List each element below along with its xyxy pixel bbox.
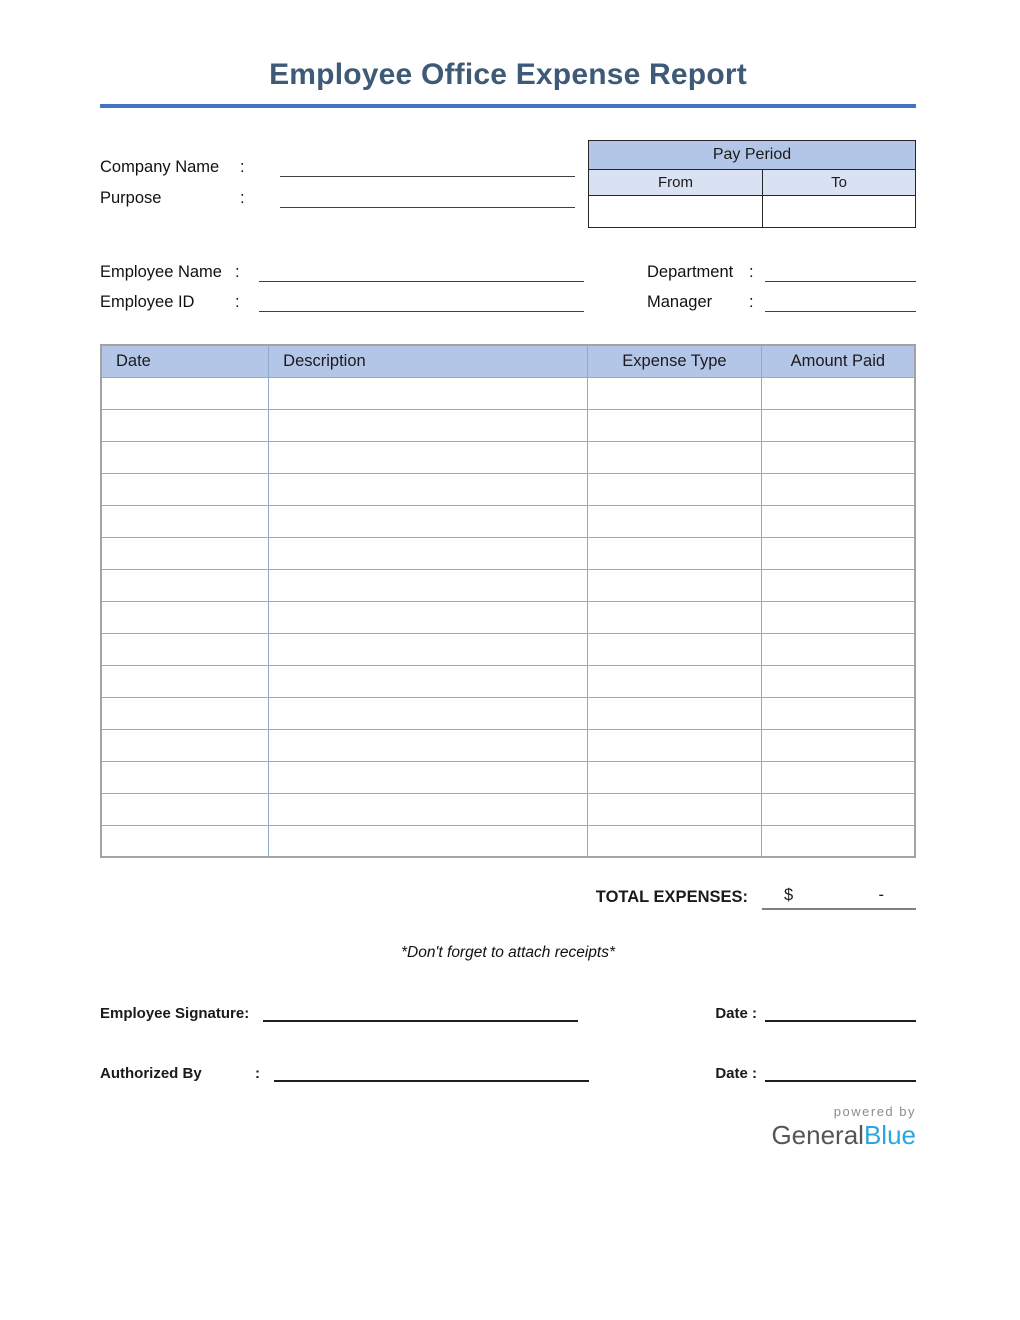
employee-info-right xyxy=(647,252,916,312)
manager-field[interactable] xyxy=(765,288,916,312)
table-cell[interactable] xyxy=(101,633,269,665)
authorized-by-label: Authorized By xyxy=(100,1065,202,1082)
table-row xyxy=(101,409,915,441)
authorized-by-group xyxy=(100,1062,589,1082)
table-cell[interactable] xyxy=(761,729,915,761)
purpose-label: Purpose xyxy=(100,189,162,207)
table-cell[interactable] xyxy=(269,377,588,409)
purpose-row xyxy=(100,177,575,208)
table-row xyxy=(101,441,915,473)
signature-date-group-2 xyxy=(715,1062,916,1082)
table-cell[interactable] xyxy=(269,761,588,793)
table-row xyxy=(101,569,915,601)
table-cell[interactable] xyxy=(101,665,269,697)
table-cell[interactable] xyxy=(588,377,761,409)
table-row xyxy=(101,729,915,761)
date-label-1: Date : xyxy=(715,1005,757,1022)
table-cell[interactable] xyxy=(269,409,588,441)
brand-accent-text: Blue xyxy=(863,1120,916,1150)
table-cell[interactable] xyxy=(269,441,588,473)
table-cell[interactable] xyxy=(269,665,588,697)
table-cell[interactable] xyxy=(588,665,761,697)
table-cell[interactable] xyxy=(101,441,269,473)
pay-period-from-label: From xyxy=(589,170,763,195)
page-title: Employee Office Expense Report xyxy=(269,58,747,91)
table-row xyxy=(101,505,915,537)
company-name-row xyxy=(100,146,575,177)
table-row xyxy=(101,665,915,697)
brand-primary-text: General xyxy=(771,1120,864,1150)
table-cell[interactable] xyxy=(269,505,588,537)
employee-signature-row xyxy=(100,1002,916,1022)
table-cell[interactable] xyxy=(588,825,761,857)
table-cell[interactable] xyxy=(588,441,761,473)
employee-name-colon: : xyxy=(235,263,240,281)
column-header-expense-type: Expense Type xyxy=(588,345,761,377)
total-row xyxy=(100,886,916,910)
expense-table-body xyxy=(101,377,915,857)
company-name-colon: : xyxy=(240,158,245,176)
table-cell[interactable] xyxy=(101,825,269,857)
department-row xyxy=(647,252,916,282)
header-row xyxy=(101,345,915,377)
table-cell[interactable] xyxy=(101,505,269,537)
table-cell[interactable] xyxy=(588,697,761,729)
department-field[interactable] xyxy=(765,258,916,282)
authorized-by-colon: : xyxy=(255,1065,260,1082)
pay-period-from-field[interactable] xyxy=(589,196,763,227)
table-cell[interactable] xyxy=(101,601,269,633)
pay-period-subheader xyxy=(589,169,915,196)
table-cell[interactable] xyxy=(269,825,588,857)
table-row xyxy=(101,633,915,665)
pay-period-title: Pay Period xyxy=(589,141,915,169)
table-cell[interactable] xyxy=(269,473,588,505)
table-cell[interactable] xyxy=(761,665,915,697)
table-cell[interactable] xyxy=(761,377,915,409)
company-info xyxy=(100,140,575,228)
table-cell[interactable] xyxy=(269,697,588,729)
table-cell[interactable] xyxy=(761,569,915,601)
pay-period-to-label: To xyxy=(763,170,915,195)
title-rule xyxy=(100,104,916,108)
table-cell[interactable] xyxy=(761,601,915,633)
table-cell[interactable] xyxy=(101,409,269,441)
employee-section xyxy=(100,252,916,312)
total-expenses-label: TOTAL EXPENSES: xyxy=(595,888,748,906)
total-amount-value: - xyxy=(878,886,884,904)
column-header-description: Description xyxy=(269,345,588,377)
employee-id-colon: : xyxy=(235,293,240,311)
table-row xyxy=(101,697,915,729)
table-cell[interactable] xyxy=(761,505,915,537)
pay-period-table xyxy=(588,140,916,228)
table-row xyxy=(101,473,915,505)
pay-period-to-field[interactable] xyxy=(763,196,915,227)
signature-date-field-1[interactable] xyxy=(765,1002,916,1022)
table-cell[interactable] xyxy=(761,441,915,473)
expense-table xyxy=(100,344,916,858)
table-cell[interactable] xyxy=(101,761,269,793)
manager-row xyxy=(647,282,916,312)
table-cell[interactable] xyxy=(101,793,269,825)
table-cell[interactable] xyxy=(588,601,761,633)
table-cell[interactable] xyxy=(588,537,761,569)
powered-by-text: powered by xyxy=(833,1104,916,1119)
table-row xyxy=(101,377,915,409)
table-row xyxy=(101,793,915,825)
signature-date-group-1 xyxy=(715,1002,916,1022)
table-cell[interactable] xyxy=(101,473,269,505)
table-cell[interactable] xyxy=(101,377,269,409)
table-cell[interactable] xyxy=(269,601,588,633)
manager-label: Manager xyxy=(647,293,713,311)
expense-table-header xyxy=(101,345,915,377)
table-cell[interactable] xyxy=(101,697,269,729)
employee-name-label: Employee Name xyxy=(100,263,222,281)
table-cell[interactable] xyxy=(269,537,588,569)
company-name-label: Company Name xyxy=(100,158,220,176)
table-cell[interactable] xyxy=(588,569,761,601)
table-cell[interactable] xyxy=(588,473,761,505)
employee-signature-field[interactable] xyxy=(263,1002,578,1022)
table-cell[interactable] xyxy=(761,793,915,825)
footer xyxy=(100,1104,916,1151)
employee-id-row xyxy=(100,282,584,312)
table-cell[interactable] xyxy=(588,793,761,825)
table-row xyxy=(101,761,915,793)
table-cell[interactable] xyxy=(761,633,915,665)
table-cell[interactable] xyxy=(761,825,915,857)
receipts-note: *Don't forget to attach receipts* xyxy=(400,944,616,961)
table-cell[interactable] xyxy=(588,761,761,793)
employee-name-field[interactable] xyxy=(259,258,584,282)
table-cell[interactable] xyxy=(761,473,915,505)
purpose-colon: : xyxy=(240,189,245,207)
table-cell[interactable] xyxy=(101,729,269,761)
employee-name-row xyxy=(100,252,584,282)
table-cell[interactable] xyxy=(588,409,761,441)
currency-symbol: $ xyxy=(784,886,794,904)
table-row xyxy=(101,601,915,633)
table-cell[interactable] xyxy=(269,569,588,601)
table-cell[interactable] xyxy=(101,537,269,569)
authorized-by-row xyxy=(100,1062,916,1082)
table-cell[interactable] xyxy=(761,697,915,729)
column-header-date: Date xyxy=(101,345,269,377)
department-colon: : xyxy=(749,263,754,281)
table-cell[interactable] xyxy=(761,409,915,441)
authorized-by-field[interactable] xyxy=(274,1062,589,1082)
date-label-2: Date : xyxy=(715,1065,757,1082)
signature-date-field-2[interactable] xyxy=(765,1062,916,1082)
table-cell[interactable] xyxy=(269,633,588,665)
table-cell[interactable] xyxy=(761,537,915,569)
purpose-field[interactable] xyxy=(280,184,575,208)
pay-period-values xyxy=(589,196,915,227)
table-row xyxy=(101,537,915,569)
table-cell[interactable] xyxy=(588,633,761,665)
employee-id-label: Employee ID xyxy=(100,293,195,311)
employee-signature-label: Employee Signature: xyxy=(100,1005,250,1022)
table-cell[interactable] xyxy=(101,569,269,601)
table-row xyxy=(101,825,915,857)
employee-id-field[interactable] xyxy=(259,288,584,312)
table-cell[interactable] xyxy=(588,729,761,761)
top-section xyxy=(100,140,916,228)
column-header-amount-paid: Amount Paid xyxy=(761,345,915,377)
employee-info-left xyxy=(100,252,584,312)
company-name-field[interactable] xyxy=(280,153,575,177)
manager-colon: : xyxy=(749,293,754,311)
table-cell[interactable] xyxy=(588,505,761,537)
general-blue-logo[interactable] xyxy=(100,1120,916,1151)
total-amount-field[interactable] xyxy=(762,886,916,910)
table-cell[interactable] xyxy=(761,761,915,793)
table-cell[interactable] xyxy=(269,729,588,761)
employee-signature-group xyxy=(100,1002,578,1022)
table-cell[interactable] xyxy=(269,793,588,825)
department-label: Department xyxy=(647,263,734,281)
